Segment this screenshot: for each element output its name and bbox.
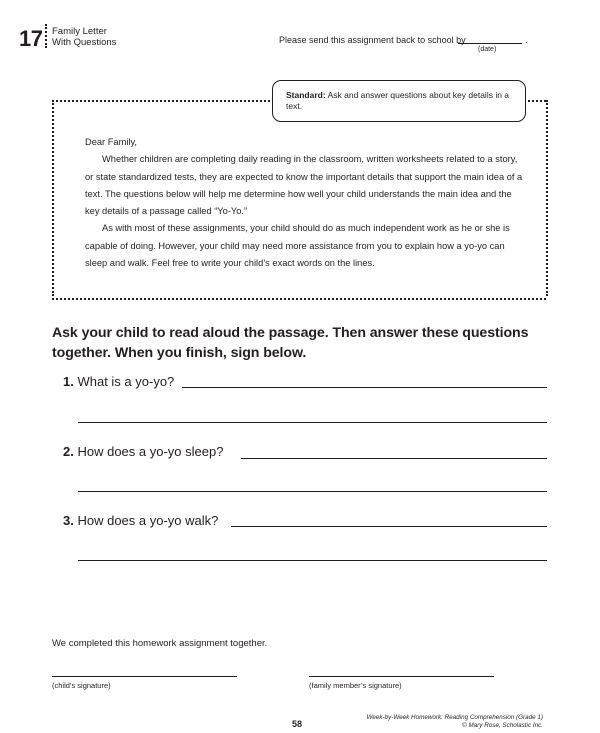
answer-2-line-2[interactable] bbox=[78, 491, 547, 492]
send-back-period: . bbox=[525, 35, 528, 45]
question-3-text: How does a yo-yo walk? bbox=[77, 513, 219, 528]
credit-line-2: © Mary Rose, Scholastic Inc. bbox=[462, 722, 543, 729]
question-1-text: What is a yo-yo? bbox=[77, 374, 175, 389]
letter-paragraph-2: As with most of these assignments, your child should do as much independent work as he or she is capable of doing. However, your child may need more assistance from you to explain how a yo-yo can sleep and walk. Feel free to write your child’s exact words on the lines. bbox=[85, 223, 510, 269]
worksheet-title bbox=[52, 26, 116, 48]
question-1-number: 1. bbox=[63, 374, 74, 389]
completion-statement: We completed this homework assignment together. bbox=[52, 638, 268, 649]
question-2-text: How does a yo-yo sleep? bbox=[77, 444, 224, 459]
standard-text: Ask and answer questions about key details in a text. bbox=[286, 90, 510, 111]
family-letter bbox=[85, 134, 525, 272]
family-signature-field[interactable] bbox=[309, 676, 494, 677]
return-date-field[interactable] bbox=[458, 43, 522, 44]
answer-3-line-2[interactable] bbox=[78, 560, 547, 561]
question-2-number: 2. bbox=[63, 444, 74, 459]
question-3 bbox=[63, 513, 218, 528]
worksheet-title-line1: Family Letter bbox=[52, 26, 107, 37]
question-2 bbox=[63, 444, 223, 459]
instructions-heading: Ask your child to read aloud the passage. Then answer these questions together. When you finish, sign below. bbox=[52, 325, 529, 361]
family-signature-caption: (family member’s signature) bbox=[309, 681, 402, 690]
letter-box-left-border bbox=[52, 100, 54, 296]
credit-line bbox=[350, 714, 543, 730]
letter-box-right-border bbox=[546, 100, 548, 296]
answer-1-line-2[interactable] bbox=[78, 422, 547, 423]
letter-paragraph-1: Whether children are completing daily reading in the classroom, written worksheets related to a story, or state standardized tests, they are expected to know the important details that support the main idea of a text. The questions below will help me determine how well your child understands the main idea and the key details of a passage called “Yo-Yo.” bbox=[85, 154, 523, 217]
answer-2-line-1[interactable] bbox=[241, 458, 547, 459]
answer-1-line-1[interactable] bbox=[182, 387, 547, 388]
date-caption: (date) bbox=[478, 46, 497, 53]
child-signature-field[interactable] bbox=[52, 676, 237, 677]
question-1 bbox=[63, 374, 174, 389]
letter-greeting: Dear Family, bbox=[85, 137, 137, 147]
page-tag-number: 17 bbox=[19, 26, 43, 51]
standard-label: Standard: bbox=[286, 90, 326, 100]
header-dotted-divider bbox=[45, 24, 47, 48]
question-3-number: 3. bbox=[63, 513, 74, 528]
answer-3-line-1[interactable] bbox=[231, 526, 547, 527]
page-number: 58 bbox=[292, 719, 303, 729]
credit-line-1: Week-by-Week Homework: Reading Comprehension (Grade 1) bbox=[366, 714, 543, 721]
send-back-instruction: Please send this assignment back to school by bbox=[279, 35, 466, 45]
child-signature-caption: (child’s signature) bbox=[52, 681, 111, 690]
standard-callout bbox=[272, 80, 526, 122]
worksheet-title-line2: With Questions bbox=[52, 37, 117, 48]
